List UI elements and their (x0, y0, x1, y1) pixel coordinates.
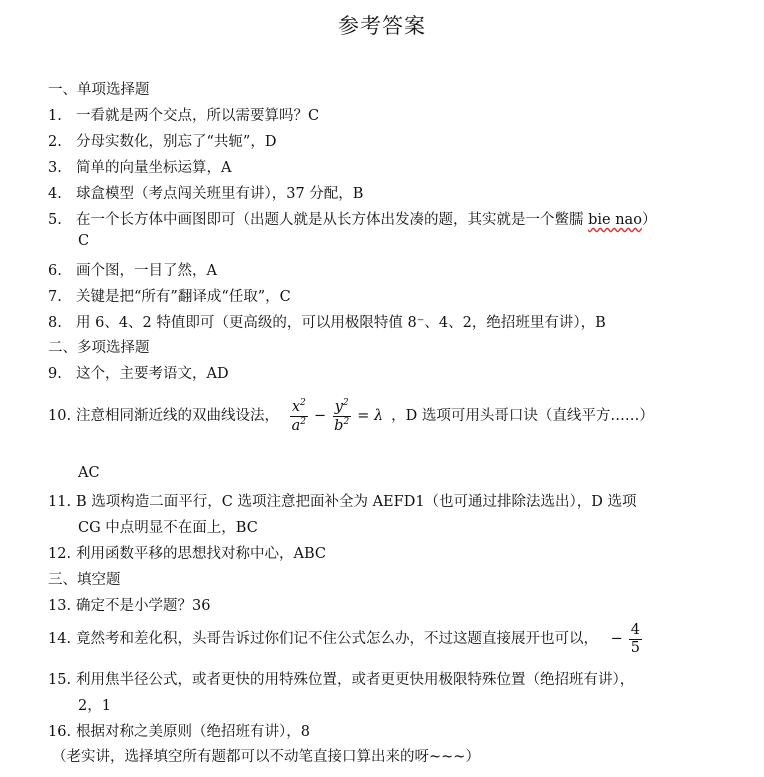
pinyin-annotation: bie nao (588, 212, 642, 228)
answer-item-16: 16. 根据对称之美原则（绝招班有讲），8 (48, 724, 310, 740)
footer-note: （老实讲，选择填空所有题都可以不动笔直接口算出来的呀~~~） (52, 749, 480, 765)
page-title: 参考答案 (338, 14, 426, 38)
answer-item-5: 5. 在一个长方体中画图即可（出题人就是从长方体出发凑的题，其实就是一个鳖臑 bie nao） (48, 212, 657, 228)
answer-item-10-continued: AC (78, 465, 100, 481)
answer-item-9: 9. 这个，主要考语文，AD (48, 366, 229, 382)
answer-item-15: 15. 利用焦半径公式，或者更快的用特殊位置，或者更更快用极限特殊位置（绝招班有讲）， (48, 672, 635, 688)
answer-item-12: 12. 利用函数平移的思想找对称中心，ABC (48, 546, 326, 562)
answer-item-13: 13. 确定不是小学题？36 (48, 598, 211, 614)
answer-item-6: 6. 画个图，一目了然，A (48, 263, 217, 279)
answer-item-2: 2. 分母实数化，别忘了“共轭”，D (48, 134, 277, 150)
section-heading-single-choice: 一、单项选择题 (48, 82, 150, 98)
answer-item-5-continued: C (78, 233, 90, 249)
answer-item-15-continued: 2，1 (78, 698, 111, 714)
fraction-answer: − $\frac{4}{5}$ (610, 622, 640, 656)
section-heading-multiple-choice: 二、多项选择题 (48, 340, 150, 356)
answer-item-11: 11. B 选项构造二面平行，C 选项注意把面补全为 AEFD1（也可通过排除法选出），D 选项 (48, 494, 637, 510)
answer-item-4: 4. 球盒模型（考点闯关班里有讲），37 分配，B (48, 186, 364, 202)
answer-item-1: 1. 一看就是两个交点，所以需要算吗？C (48, 108, 320, 124)
answer-item-14: 14. 竟然考和差化积，头哥告诉过你们记不住公式怎么办，不过这题直接展开也可以， − $\frac{4}{5}$ (48, 622, 648, 656)
answer-item-8: 8. 用 6、4、2 特值即可（更高级的，可以用极限特值 8⁻、4、2，绝招班里有讲），B (48, 315, 606, 331)
hyperbola-formula: $\frac{x^2}{a^2}$ − $\frac{y^2}{b^2}$ = λ (291, 398, 384, 434)
answer-item-7: 7. 关键是把“所有”翻译成“任取”，C (48, 289, 291, 305)
section-heading-fill-in: 三、填空题 (48, 572, 121, 588)
answer-item-11-continued: CG 中点明显不在面上，BC (78, 520, 258, 536)
answer-item-3: 3. 简单的向量坐标运算，A (48, 160, 232, 176)
answer-item-10: 10. 注意相同渐近线的双曲线设法， $\frac{x^2}{a^2}$ − $\frac{y^2}{b^2}$ = λ ，D 选项可用头哥口诀（直线平方……） (48, 398, 654, 434)
